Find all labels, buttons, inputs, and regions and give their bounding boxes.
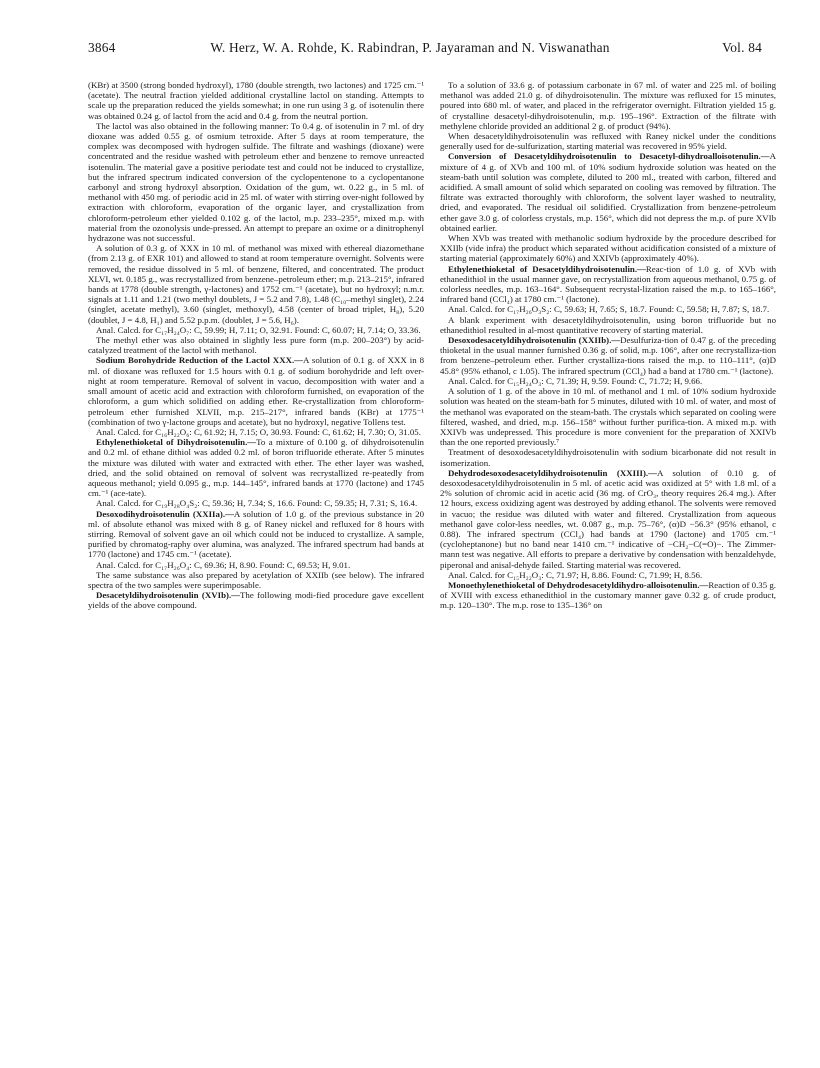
paragraph <box>88 437 424 498</box>
section-heading: Ethylenethioketal of Desacetyldihydroisotenulin.— <box>448 263 646 274</box>
paragraph-text: To a solution of 33.6 g. of potassium carbonate in 67 ml. of water and 225 ml. of boiling methanol was added 21.0 g. of dihydroisotenulin. The mixture was refluxed for 15 minutes, poured into 680 ml. of water, and placed in the refrigerator overnight. Filtration yielded 15 g. of crystalline desacetyl-dihydroisotenulin, m.p. 195–196°. Extraction of the filtrate with methylene chloride provided an additional 2 g. of product (94%). <box>440 80 776 131</box>
paragraph <box>88 498 424 508</box>
paragraph-text: Anal. Calcd. for C₁₇H₂₄O₇: C, 59.99; H, 7.11; O, 32.91. Found: C, 60.07; H, 7.14; O, 33.36. <box>96 324 421 335</box>
paragraph <box>88 121 424 243</box>
paragraph-text: A mixture of 4 g. of XVb and 100 ml. of 10% sodium hydroxide solution was heated on the steam-bath until solution was complete, diluted to 200 ml., treated with carbon, filtered and acidified. A small amount of solid which separated on cooling was removed by filtration. The filtrate was extracted thoroughly with chloroform, the solvent layer washed to neutrality, dried, and evaporated. The residual oil solidified. Crystallization from benzene-petroleum ether gave 3.0 g. of colorless crystals, m.p. 156°, which did not depress the m.p. of pure XVIb obtained earlier. <box>440 151 776 233</box>
paragraph <box>440 468 776 570</box>
section-heading: Desacetyldihydroisotenulin (XVIb).— <box>96 590 241 601</box>
paragraph-text: Anal. Calcd. for C₁₉H₂₈O₄S₂: C, 59.36; H, 7.34; S, 16.6. Found: C, 59.35; H, 7.31; S, 16.4. <box>96 498 418 509</box>
paragraph-text: Treatment of desoxodesacetyldihydroisotenulin with sodium bicarbonate did not result in isomerization. <box>440 447 776 468</box>
paragraph-text: Anal. Calcd. for C₁₅H₂₂O₃: C, 71.97; H, 8.86. Found: C, 71.99; H, 8.56. <box>448 569 703 580</box>
paragraph <box>88 325 424 335</box>
paragraph-text: When desacetyldihydroisotenulin was refluxed with Raney nickel under the conditions generally used for de-sulfurization, starting material was recovered in 95% yield. <box>440 131 776 152</box>
paragraph <box>440 233 776 264</box>
section-heading: Desoxodesacetyldihydroisotenulin (XXIIb).— <box>448 335 621 346</box>
left-column <box>88 80 424 611</box>
paragraph-text: (KBr) at 3500 (strong bonded hydroxyl), 1780 (double strength, two lactones) and 1725 cm.⁻¹ (acetate). The neutral fraction yielded additional crystalline lactol on standing. Attempts to scale up the preparation reduced the yields somewhat; in one run using 3 g. of isotenulin there was obtained 0.24 g. of lactol from the acid and 0.4 g. from the neutral portion. <box>88 80 424 121</box>
paragraph <box>88 560 424 570</box>
section-heading: Monoethylenethioketal of Dehydrodesacetyldihydro-alloisotenulin.— <box>448 579 709 590</box>
paragraph <box>88 243 424 325</box>
paragraph <box>440 315 776 335</box>
paragraph <box>440 264 776 305</box>
paragraph-text: Reac-tion of 1.0 g. of XVb with ethanedithiol in the usual manner gave, on recrystallization from aqueous methanol, 0.75 g. of colorless needles, m.p. 163–164°. Subsequent recrystal-lization raised the m.p. to 165–166°, infrared band (CCl₄) at 1780 cm.⁻¹ (lactone). <box>440 263 776 305</box>
paragraph-text: Anal. Calcd. for C₁₇H₂₆O₄: C, 69.36; H, 8.90. Found: C, 69.53; H, 9.01. <box>96 559 351 570</box>
section-heading: Conversion of Desacetyldihydroisotenulin to Desacetyl-dihydroalloisotenulin.— <box>448 151 770 162</box>
paragraph <box>440 335 776 376</box>
section-heading: Dehydrodesoxodesacetyldihydroisotenulin (XXIII).— <box>448 467 657 478</box>
paragraph <box>440 131 776 151</box>
paragraph-text: The methyl ether was also obtained in slightly less pure form (m.p. 200–203°) by acid-catalyzed treatment of the lactol with methanol. <box>88 335 424 356</box>
paragraph-text: Anal. Calcd. for C₁₆H₂₂O₆: C, 61.92; H, 7.15; O, 30.93. Found: C, 61.62; H, 7.30; O, 31.05. <box>96 426 421 437</box>
paragraph-text: The following modi-fied procedure gave excellent yields of the above compound. <box>88 590 424 611</box>
right-column <box>440 80 776 611</box>
paragraph <box>440 376 776 386</box>
paragraph <box>88 427 424 437</box>
page-number: 3864 <box>88 40 116 55</box>
paragraph <box>88 590 424 610</box>
paragraph <box>440 151 776 233</box>
paragraph-text: Reaction of 0.35 g. of XVIII with excess ethanedithiol in the customary manner gave 0.32 g. of crude product, m.p. 120–130°. The m.p. rose to 135–136° on <box>440 579 776 611</box>
paragraph-text: A solution of 1.0 g. of the previous substance in 20 ml. of absolute ethanol was mixed with 8 g. of Raney nickel and refluxed for 8 hours with stirring. Removal of solvent gave an oil which could not be induced to crystallize. A sample, purified by chromatog-raphy over alumina, was analyzed. The infrared spectrum had bands at 1770 (lactone) and 1745 cm.⁻¹ (acetate). <box>88 508 425 560</box>
paragraph <box>440 447 776 467</box>
running-title-authors: W. Herz, W. A. Rohde, K. Rabindran, P. Jayaraman and N. Viswanathan <box>210 40 610 55</box>
paragraph-text: Anal. Calcd. for C₁₅H₂₄O₃: C, 71.39; H, 9.59. Found: C, 71.72; H, 9.66. <box>448 375 703 386</box>
paragraph-text: A blank experiment with desacetyldihydroisotenulin, using boron trifluoride but no ethanedithiol resulted in al-most quantitative recovery of starting material. <box>440 314 776 335</box>
volume-label: Vol. 84 <box>722 40 762 55</box>
paragraph-text: Desulfuriza-tion of 0.47 g. of the preceding thioketal in the usual manner furnished 0.36 g. of solid, m.p. 106°, after one recrystalliza-tion from benzene–petroleum ether. Further crystalliza-tions raised the m.p. to 110–111°, (α)D 45.8° (95% ethanol, c 1.05). The infrared spectrum (CCl₄) had a band at 1780 cm.⁻¹ (lactone). <box>440 335 776 376</box>
paragraph <box>440 386 776 447</box>
paragraph-text: Anal. Calcd. for C₁₇H₂₆O₃S₂: C, 59.63; H, 7.65; S, 18.7. Found: C, 59.58; H, 7.87; S, 18.7. <box>448 304 770 315</box>
paragraph <box>440 580 776 611</box>
paragraph <box>440 80 776 131</box>
paragraph-text: The same substance was also prepared by acetylation of XXIIb (see below). The infrared spectra of the two samples were superimposable. <box>88 569 424 590</box>
paragraph <box>440 304 776 314</box>
paragraph-text: A solution of 0.10 g. of desoxodesacetyldihydroisotenulin in 5 ml. of acetic acid was oxidized at 5° with 1.8 ml. of a 2% solution of chromic acid in acetic acid (36 mg. of CrO₃, theory requires 26.4 mg.). After 12 hours, excess oxidizing agent was destroyed by adding ethanol. The solvents were removed in vacuo; the residue was diluted with water and filtered. Crystallization from aqueous methanol gave color-less needles, wt. 0.087 g., m.p. 75–76°, (α)D −56.3° (95% ethanol, c 0.88). The infrared spectrum (CCl₄) had bands at 1790 (lactone) and 1705 cm.⁻¹ (cycloheptanone) but no band near 1410 cm.⁻¹ indicative of −CH₂−C(=O)−. The Zimmer-mann test was negative. All efforts to prepare a derivative by condensation with benzaldehyde, piperonal and anisal-dehyde failed. Starting material was recovered. <box>440 467 776 570</box>
paragraph <box>88 80 424 121</box>
paragraph-text: To a mixture of 0.100 g. of dihydroisotenulin and 0.2 ml. of ethane dithiol was added 0.2 ml. of boron trifluoride etherate. After 5 minutes the mixture was diluted with water and extracted with ether. The ether layer was washed, dried, and the solid obtained on removal of solvent was recrystallized re-peatedly from aqueous methanol; yield 0.095 g., m.p. 144–145°, infrared bands at 1770 (lactone) and 1745 cm.⁻¹ (ace-tate). <box>88 437 424 499</box>
paragraph <box>88 335 424 355</box>
page-header <box>0 40 820 60</box>
section-heading: Sodium Borohydride Reduction of the Lactol XXX.— <box>96 355 304 366</box>
paragraph <box>440 570 776 580</box>
paragraph <box>88 570 424 590</box>
section-heading: Ethylenethioketal of Dihydroisotenulin.— <box>96 437 257 448</box>
paragraph-text: A solution of 0.1 g. of XXX in 8 ml. of dioxane was refluxed for 1.5 hours with 0.1 g. of sodium borohydride and left over-night at room temperature. Removal of solvent in vacuo, decomposition with water and a small amount of acetic acid and extraction with chloroform furnished, on evaporation of the chloroform, a gum which solidified on adding ether. Re-crystallization from chloroform-petroleum ether furnished XLVII, m.p. 215–217°, infrared bands (KBr) at 1775⁻¹ (combination of two γ-lactone groups and acetate), but no hydroxyl, negative Tollens test. <box>88 355 424 427</box>
paragraph-text: A solution of 1 g. of the above in 10 ml. of methanol and 1 ml. of 10% sodium hydroxide solution was heated on the steam-bath for 5 minutes, diluted with 10 ml. of water, and most of the methanol was evaporated on the steam-bath. The crystals which separated on cooling were filtered, washed, and dried, m.p. 156–158° without further purifica-tion. A mixed m.p. with XXIVb was undepressed. This procedure is more convenient for the preparation of XXIVb than the one reported previously.⁷ <box>440 386 776 448</box>
section-heading: Desoxodihydroisotenulin (XXIIa).— <box>96 508 234 519</box>
paragraph <box>88 509 424 560</box>
paragraph-text: A solution of 0.3 g. of XXX in 10 ml. of methanol was mixed with ethereal diazomethane (from 2.13 g. of EXR 101) and allowed to stand at room temperature overnight. Solvents were removed, the residue dissolved in 5 ml. of benzene, filtered, and concentrated. The product XLVI, wt. 0.185 g., was recrystallized from benzene–petroleum ether; m.p. 213–215°, infrared bands at 1778 (double strength, γ-lactones) and 1752 cm.⁻¹ (acetate), but no hydroxyl; n.m.r. signals at 1.11 and 1.21 (two methyl doublets, J = 5.2 and 7.8), 1.48 (C₁₀–methyl singlet), 2.24 (singlet, acetate methyl), 3.60 (singlet, methoxyl), 4.58 (center of broad triplet, H₈), 5.20 (doublet, J = 4.8, H₁) and 5.52 p.p.m. (doublet, J = 5.6, H₆). <box>88 243 424 325</box>
paragraph <box>88 355 424 426</box>
paragraph-text: When XVb was treated with methanolic sodium hydroxide by the procedure described for XXIIb (vide infra) the product which separated without acidification consisted of a mixture of starting material (approximately 60%) and XXIVb (approximately 40%). <box>440 233 776 264</box>
paragraph-text: The lactol was also obtained in the following manner: To 0.4 g. of isotenulin in 7 ml. of dry dioxane was added 0.55 g. of osmium tetroxide. After 5 days at room temperature, the complex was decomposed with hydrogen sulfide. The filtrate and washings (dioxane) were concentrated and the residue washed with petroleum ether and benzene to remove unreacted isotenulin. The material gave a positive periodate test and could not be induced to crystallize, but the infrared spectrum indicated conversion of the cyclopentenone to a cyclopentanone carbonyl and strong hydroxyl absorption. Oxidation of the gum, wt. 0.22 g., in 5 ml. of methanol with 450 mg. of periodic acid in 25 ml. of water with stirring over-night followed by extraction with chloroform, evaporation of the organic layer, and crystallization from chloroform-petroleum ether yielded 0.102 g. of the lactol, m.p. 233–235°, mixed m.p. with material from the ozonolysis unde-pressed. An attempt to prepare an oxime or a dinitrophenyl hydrazone was not successful. <box>88 120 424 244</box>
